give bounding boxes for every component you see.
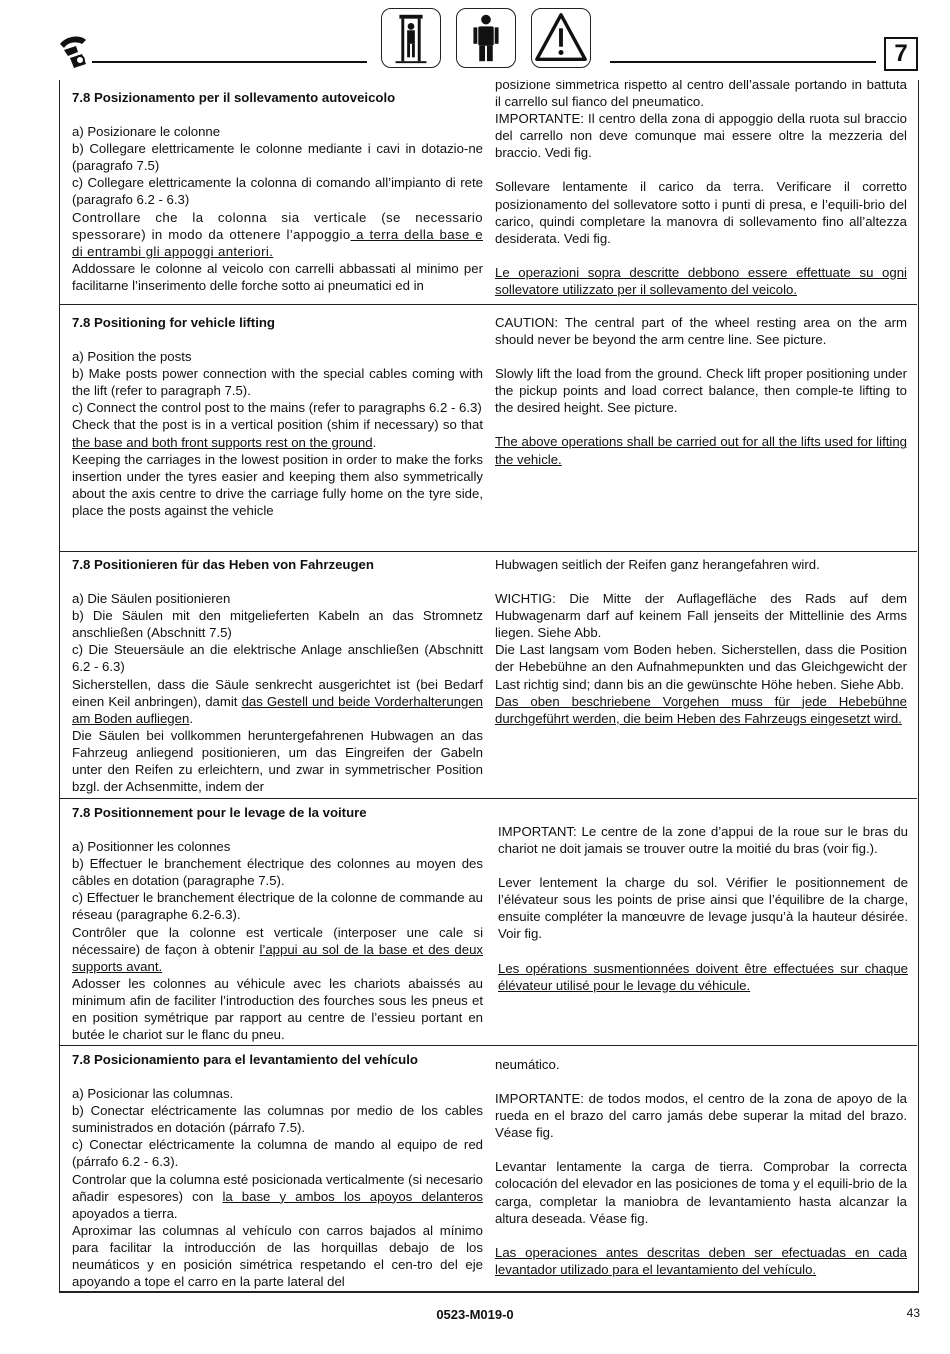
step-b: b) Collegare elettricamente le colonne mediante i cavi in dotazio-ne (paragrafo 7.5) [72, 141, 483, 174]
underlined-note: Les opérations susmentionnées doivent être effectuées sur chaque élévateur utilisé pour le levage du véhicule. [498, 960, 908, 993]
step-b: b) Conectar eléctricamente las columnas por medio de los cables suministrados en dotación (párrafo 7.5). [72, 1103, 483, 1136]
step-c: c) Conectar eléctricamente la columna de mando al equipo de red (párrafo 6.2 - 6.3). [72, 1137, 483, 1170]
paragraph: neumático. [495, 1057, 560, 1072]
column-left [72, 556, 483, 795]
vertical-check: Controlar que la columna esté posicionada verticalmente (si necesario añadir espesores) con la base y ambos los apoyos delanteros apoyados a tierra. [72, 1171, 483, 1221]
step-b: b) Die Säulen mit den mitgelieferten Kabeln an das Stromnetz anschließen (Abschnitt 7.5) [72, 608, 483, 641]
page-header [0, 0, 950, 80]
section-english [60, 305, 917, 552]
column-left [72, 314, 483, 519]
paragraph: posizione simmetrica rispetto al centro dell’assale portando in battuta il carrello sul fianco del pneumatico. [495, 80, 907, 110]
ground-contact-underline: the base and both front supports rest on the ground [72, 434, 373, 450]
positioning-instruction: Keeping the carriages in the lowest position in order to make the forks insertion under the tyres easier and keeping them also symmetrically about the axis centre to drive the carriage fully home on the tyre side, place the posts against the vehicle [72, 451, 483, 518]
operator-at-lift-icon [381, 8, 441, 68]
header-rule-left [92, 61, 367, 63]
section-title: 7.8 Posicionamiento para el levantamiento del vehículo [72, 1052, 418, 1067]
paragraph: IMPORTANTE: de todos modos, el centro de la zona de apoyo de la rueda en el brazo del carro jamás debe superar la mitad del brazo. Véase fig. [495, 1091, 907, 1141]
section-italian [60, 80, 917, 305]
column-right [495, 314, 907, 468]
step-a: a) Posizionare le colonne [72, 124, 221, 140]
step-c: c) Connect the control post to the mains (refer to paragraphs 6.2 - 6.3) [72, 400, 482, 416]
paragraph: Levantar lentamente la carga de tierra. Comprobar la correcta colocación del elevador en las posiciones de toma y el equili-brio de la carga, completar la maniobra de levantamiento hasta alcanzar la altura deseada. Véase fig. [495, 1159, 907, 1226]
step-c: c) Effectuer le branchement électrique de la colonne de commande au réseau (paragraphe 6.2-6.3). [72, 890, 483, 923]
ground-contact-underline: la base y ambos los apoyos delanteros [222, 1188, 483, 1204]
paragraph: CAUTION: The central part of the wheel resting area on the arm should never be beyond the arm centre line. See picture. [495, 315, 907, 348]
underlined-note: Las operaciones antes descritas deben ser efectuadas en cada levantador utilizado para el levantamiento del vehículo. [495, 1244, 907, 1277]
step-a: a) Posicionar las columnas. [72, 1086, 234, 1102]
content-frame [59, 80, 919, 1293]
positioning-instruction: Adosser les colonnes au véhicule avec les chariots abaissés au minimum afin de faciliter l’introduction des fourches sous les pneus et en position symétrique par rapport au centre de l’essieu portant en butée le chariot sur le flanc du pneu. [72, 975, 483, 1043]
warning-triangle-icon [531, 8, 591, 68]
column-right [495, 80, 907, 298]
manufacturer-logo-icon [56, 32, 96, 72]
step-c: c) Die Steuersäule an die elektrische Anlage anschließen (Abschnitt 6.2 - 6.3) [72, 642, 483, 675]
section-spanish [60, 1046, 917, 1291]
column-left [72, 1051, 483, 1290]
ground-contact-underline: a terra della base e di entrambi gli appoggi anteriori. [72, 226, 483, 259]
header-rule-right [610, 61, 876, 63]
paragraph: Sollevare lentamente il carico da terra. Verificare il corretto posizionamento del sollevatore sotto i punti di presa, e l’equili-brio del carico, quindi completare la manovra di sollevamento fino all’altezza desiderata. Vedi fig. [495, 179, 907, 246]
column-left [72, 804, 483, 1043]
positioning-instruction: Addossare le colonne al veicolo con carrelli abbassati al minimo per facilitarne l’inserimento delle forche sotto ai pneumatici ed in [72, 260, 483, 293]
section-title: 7.8 Posizionamento per il sollevamento autoveicolo [72, 90, 396, 105]
step-a: a) Positionner les colonnes [72, 839, 231, 855]
chapter-number: 7 [884, 37, 918, 71]
document-code: 0523-M019-0 [436, 1307, 514, 1322]
vertical-check: Check that the post is in a vertical position (shim if necessary) so that the base and both front supports rest on the ground. [72, 417, 483, 450]
paragraph: WICHTIG: Die Mitte der Auflagefläche des Rads auf dem Hubwagenarm darf auf keinem Fall jenseits der Mittellinie des Arms liegen. Siehe Abb. [495, 591, 907, 641]
technician-icon [456, 8, 516, 68]
column-right [495, 1056, 907, 1278]
section-title: 7.8 Positionnement pour le levage de la voiture [72, 805, 367, 820]
underlined-note: Le operazioni sopra descritte debbono essere effettuate su ogni sollevatore utilizzato per il sollevamento del veicolo. [495, 264, 907, 297]
paragraph: Die Last langsam vom Boden heben. Sicherstellen, dass die Position der Hebebühne an den Aufnahmepunkten und das Gleichgewicht der Last richtig sind; dann bis an die gewünschte Höhe heben. Siehe Abb. [495, 642, 907, 692]
ground-contact-underline: l’appui au sol de la base et des deux supports avant. [72, 941, 483, 974]
vertical-check: Sicherstellen, dass die Säule senkrecht ausgerichtet ist (bei Bedarf einen Keil anbringen), damit das Gestell und beide Vorderhalterungen am Boden aufliegen. [72, 676, 483, 726]
section-german [60, 552, 917, 799]
page-number: 43 [906, 1306, 920, 1320]
paragraph: Slowly lift the load from the ground. Check lift proper positioning under the pickup points and load correct balance, then comple-te lifting to the desired height. See picture. [495, 366, 907, 416]
step-b: b) Effectuer le branchement électrique des colonnes au moyen des câbles en dotation (paragraphe 7.5). [72, 856, 483, 889]
column-right [498, 823, 908, 994]
positioning-instruction: Die Säulen bei vollkommen heruntergefahrenen Hubwagen an das Fahrzeug anliegend positionieren, um das Eingreifen der Gabeln unter den Reifen zu erleichtern, und zwar in symmetrischer Position bzgl. der Achsenmitte, indem der [72, 727, 483, 795]
column-left [72, 89, 483, 294]
paragraph: IMPORTANT: Le centre de la zone d’appui de la roue sur le bras du chariot ne doit jamais se trouver outre la moitié du bras (voir fig.). [498, 824, 908, 857]
section-french [60, 799, 917, 1046]
section-title: 7.8 Positionieren für das Heben von Fahrzeugen [72, 557, 374, 572]
ground-contact-underline: das Gestell und beide Vorderhalterungen am Boden aufliegen [72, 693, 483, 726]
step-b: b) Make posts power connection with the special cables coming with the lift (refer to paragraph 7.5). [72, 366, 483, 399]
underlined-note: Das oben beschriebene Vorgehen muss für jede Hebebühne durchgeführt werden, die beim Heben des Fahrzeugs eingesetzt wird. [495, 693, 907, 726]
underlined-note: The above operations shall be carried out for all the lifts used for lifting the vehicle. [495, 434, 907, 467]
step-a: a) Die Säulen positionieren [72, 591, 231, 607]
paragraph: Hubwagen seitlich der Reifen ganz herangefahren wird. [495, 557, 820, 572]
step-c: c) Collegare elettricamente la colonna di comando all’impianto di rete (paragrafo 6.2 - 6.3) [72, 175, 483, 208]
paragraph: Lever lentement la charge du sol. Vérifier le positionnement de l’élévateur sous les points de prise ainsi que l’équilibre de la charge, ensuite compléter la manœuvre de levage jusqu’à la hauteur désirée. Voir fig. [498, 875, 908, 942]
column-right [495, 556, 907, 727]
positioning-instruction: Aproximar las columnas al vehículo con carros bajados al mínimo para facilitar la introducción de las horquillas debajo de los neumáticos y en posición simétrica respetando el cen-tro del eje apoyando a tope el carro en la parte lateral del [72, 1222, 483, 1290]
vertical-check: Controllare che la colonna sia verticale (se necessario spessorare) in modo da ottenere l’appoggio a terra della base e di entrambi gli appoggi anteriori. [72, 209, 483, 259]
paragraph: IMPORTANTE: Il centro della zona di appoggio della ruota sul braccio del carrello non deve comunque mai essere oltre la mezzeria del braccio. Vedi fig. [495, 111, 907, 161]
section-title: 7.8 Positioning for vehicle lifting [72, 315, 275, 330]
vertical-check: Contrôler que la colonne est verticale (interposer une cale si nécessaire) de façon à obtenir l’appui au sol de la base et des deux supports avant. [72, 924, 483, 974]
step-a: a) Position the posts [72, 349, 192, 365]
